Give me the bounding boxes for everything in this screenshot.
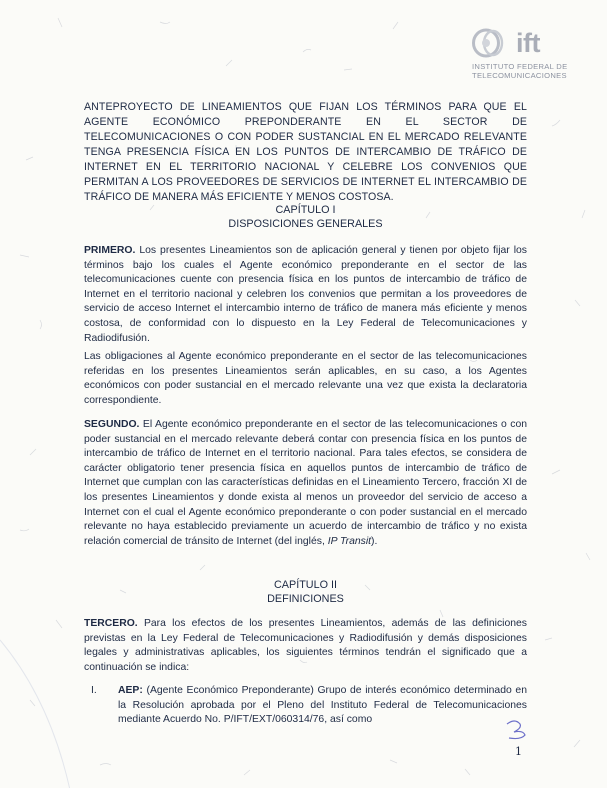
article-primero <box>84 244 527 346</box>
article-text-tail: ). <box>371 535 378 547</box>
logo-institution-name: INSTITUTO FEDERAL DE TELECOMUNICACIONES <box>472 62 568 80</box>
chapter-2-name: DEFINICIONES <box>267 593 344 605</box>
obligaciones-paragraph: Las obligaciones al Agente económico preponderante en el sector de las telecomunicaciones referidas en los presentes Lineamientos serán aplicables, en su caso, a los Agentes económicos con poder sustancial en el mercado relevante una vez que exista la declaratoria correspondiente. <box>84 351 527 406</box>
article-tercero <box>84 617 527 675</box>
article-text: Los presentes Lineamientos son de aplicación general y tienen por objeto fijar los términos bajo los cuales el Agente económico preponderante en el sector de las telecomunicaciones cuente con presencia física en los puntos de intercambio de tráfico de Internet en el territorio nacional y celebren los convenios que permitan a los proveedores de servicio de acceso Internet el intercambio interno de tráfico de manera más eficiente y menos costosa, de conformidad con lo dispuesto en la Ley Federal de Telecomunicaciones y Radiodifusión. <box>84 245 527 344</box>
definition-number: I. <box>91 685 97 696</box>
chapter-2-heading <box>84 578 527 606</box>
article-label: SEGUNDO. <box>84 419 140 430</box>
chapter-1-heading <box>84 203 527 231</box>
definition-text: (Agente Económico Preponderante) Grupo de interés económico determinado en la Resolución aprobada por el Pleno del Instituto Federal de Telecomunicaciones mediante Acuerdo No. P/IFT/EXT/060314/76, así como <box>118 685 527 726</box>
ift-emblem-icon <box>472 28 512 58</box>
page-number: 1 <box>515 745 522 758</box>
article-label: PRIMERO. <box>84 245 136 256</box>
definition-item <box>91 684 527 728</box>
article-text: El Agente económico preponderante en el sector de las telecomunicaciones o con poder sustancial en el mercado relevante deberá contar con presencia física en los puntos de intercambio de tráfico de Internet en el territorio nacional. Para tales efectos, se considera de carácter obligatorio tener presencia física en aquellos puntos de intercambio de tráfico de Internet que cumplan con las características definidas en el Lineamiento Tercero, fracción XI de los presentes Lineamientos y donde exista al menos un proveedor del servicio de acceso a Internet con el cual el Agente económico preponderante o con poder sustancial en el mercado relevante no haya establecido previamente un acuerdo de intercambio de tráfico y no exista relación comercial de tránsito de Internet (del inglés, <box>84 419 527 547</box>
ift-logo <box>472 28 572 80</box>
document-title: ANTEPROYECTO DE LINEAMIENTOS QUE FIJAN LOS TÉRMINOS PARA QUE EL AGENTE ECONÓMICO PREPONDERANTE EN EL SECTOR DE TELECOMUNICACIONES O CON PODER SUSTANCIAL EN EL MERCADO RELEVANTE TENGA PRESENCIA FÍSICA EN LOS PUNTOS DE INTERCAMBIO DE TRÁFICO DE INTERNET EN EL TERRITORIO NACIONAL Y CELEBRE LOS CONVENIOS QUE PERMITAN A LOS PROVEEDORES DE SERVICIOS DE INTERNET EL INTERCAMBIO DE TRÁFICO DE MANERA MÁS EFICIENTE Y MENOS COSTOSA. <box>84 101 527 203</box>
definition-term: AEP: <box>118 685 143 696</box>
chapter-2-label: CAPÍTULO II <box>274 579 337 591</box>
italic-term: IP Transit <box>327 535 372 547</box>
article-segundo <box>84 418 527 549</box>
logo-wordmark: ift <box>516 27 540 58</box>
chapter-1-label: CAPÍTULO I <box>275 204 336 216</box>
chapter-1-name: DISPOSICIONES GENERALES <box>228 218 383 230</box>
article-label: TERCERO. <box>84 618 138 629</box>
handwritten-initial <box>503 719 529 741</box>
article-text: Para los efectos de los presentes Lineamientos, además de las definiciones previstas en la Ley Federal de Telecomunicaciones y Radiodifusión y demás disposiciones legales y administrativas aplicables, los siguientes términos tendrán el significado que a continuación se indica: <box>84 618 527 673</box>
